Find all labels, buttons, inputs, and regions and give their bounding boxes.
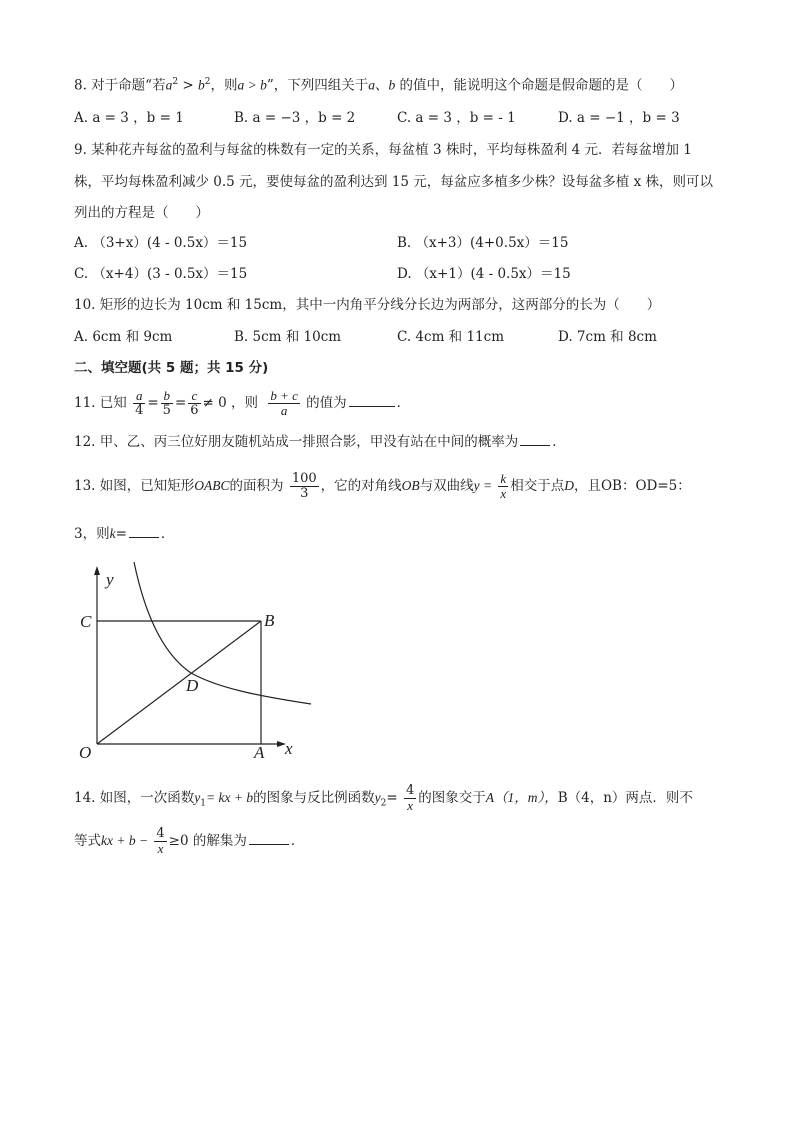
q8-cond-a: a bbox=[165, 77, 173, 93]
q13-area-fraction: $\frac{100}{3}$ bbox=[291, 471, 317, 501]
q9-option-c[interactable]: C. （x+4）(3 - 0.5x）＝15 bbox=[74, 266, 248, 282]
q11-answer-blank[interactable] bbox=[349, 405, 395, 407]
q13-rectangle-hyperbola-figure bbox=[68, 560, 328, 765]
hyperbola-curve bbox=[134, 562, 311, 704]
question-8-stem: 8. 对于命题“若$a^2 > b^2$，则a > b”，下列四组关于a、b 的值中，能说明这个命题是假命题的是（ ） bbox=[74, 77, 684, 94]
section-heading-fill-in: 二、填空题(共 5 题；共 15 分) bbox=[74, 360, 269, 376]
q8-option-a[interactable]: A. a = 3 ，b = 1 bbox=[74, 110, 184, 126]
q12-answer-blank[interactable] bbox=[520, 444, 550, 446]
label-o: O bbox=[79, 743, 92, 762]
label-x: x bbox=[285, 739, 293, 758]
question-13-line1: 13. 如图，已知矩形OABC的面积为 $\frac{100}{3}$ ，它的对角线OB与双曲线y = $\frac{k}{x}$ 相交于点D，且OB：OD=5： bbox=[74, 471, 691, 501]
q13-hyperbola-fraction: $\frac{k}{x}$ bbox=[500, 471, 507, 501]
question-14-line1: 14. 如图，一次函数$y_1=$ kx + b的图象与反比例函数$y_2=$ $\frac{4}{x}$ 的图象交于A（1，m），B（4，n）两点．则不 bbox=[74, 783, 693, 813]
q11-fraction-c-6: $\frac{c}{6}$ bbox=[190, 388, 199, 418]
q8-option-d[interactable]: D. a = −1 ，b = 3 bbox=[558, 110, 680, 126]
question-14-line2: 等式kx + b − $\frac{4}{x}$ ≥0 的解集为 ． bbox=[74, 826, 305, 856]
label-b: B bbox=[264, 611, 275, 630]
q10-option-d[interactable]: D. 7cm 和 8cm bbox=[558, 329, 657, 345]
q11-fraction-a-4: $\frac{a}{4}$ bbox=[135, 388, 144, 418]
question-11: 11. 已知 $\frac{a}{4}$ = $\frac{b}{5}$ = $\frac{c}{6}$ ≠ 0 ，则 $\frac{b + c}{a}$ 的值为 ． bbox=[74, 388, 411, 418]
question-9-line2: 株，平均每株盈利减少 0.5 元，要使每盆的盈利达到 15 元，每盆应多植多少株？设每盆多植 x 株，则可以 bbox=[74, 174, 714, 190]
q8-option-b[interactable]: B. a = −3 ，b = 2 bbox=[234, 110, 356, 126]
q10-option-a[interactable]: A. 6cm 和 9cm bbox=[74, 329, 173, 345]
diagonal-ob bbox=[97, 621, 261, 744]
question-13-line2: 3，则k= ． bbox=[74, 526, 175, 542]
label-y: y bbox=[106, 570, 114, 589]
q14-reciprocal-fraction: $\frac{4}{x}$ bbox=[405, 783, 415, 813]
q9-option-a[interactable]: A. （3+x）(4 - 0.5x）＝15 bbox=[74, 235, 248, 251]
question-9-line1: 9. 某种花卉每盆的盈利与每盆的株数有一定的关系，每盆植 3 株时，平均每株盈利 4 元．若每盆增加 1 bbox=[74, 142, 692, 158]
y-axis-arrow bbox=[94, 566, 100, 575]
q10-option-c[interactable]: C. 4cm 和 11cm bbox=[397, 329, 505, 345]
q13-answer-blank[interactable] bbox=[129, 536, 159, 538]
q10-option-b[interactable]: B. 5cm 和 10cm bbox=[234, 329, 342, 345]
question-9-line3: 列出的方程是（ ） bbox=[74, 205, 209, 221]
q11-fraction-b-5: $\frac{b}{5}$ bbox=[162, 388, 171, 418]
label-d: D bbox=[186, 676, 199, 695]
q14-inequality-fraction: $\frac{4}{x}$ bbox=[156, 826, 165, 856]
question-12: 12. 甲、乙、丙三位好朋友随机站成一排照合影，甲没有站在中间的概率为 ． bbox=[74, 434, 566, 450]
label-c: C bbox=[80, 612, 92, 631]
q11-fraction-target: $\frac{b + c}{a}$ bbox=[270, 388, 298, 418]
q14-answer-blank[interactable] bbox=[249, 843, 289, 845]
label-a: A bbox=[254, 743, 265, 762]
question-10-stem: 10. 矩形的边长为 10cm 和 15cm，其中一内角平分线分长边为两部分，这两部分的长为（ ） bbox=[74, 297, 661, 313]
q9-option-b[interactable]: B. （x+3）(4+0.5x）＝15 bbox=[397, 235, 569, 251]
q8-option-c[interactable]: C. a = 3 ，b = - 1 bbox=[397, 110, 516, 126]
q9-option-d[interactable]: D. （x+1）(4 - 0.5x）＝15 bbox=[397, 266, 571, 282]
